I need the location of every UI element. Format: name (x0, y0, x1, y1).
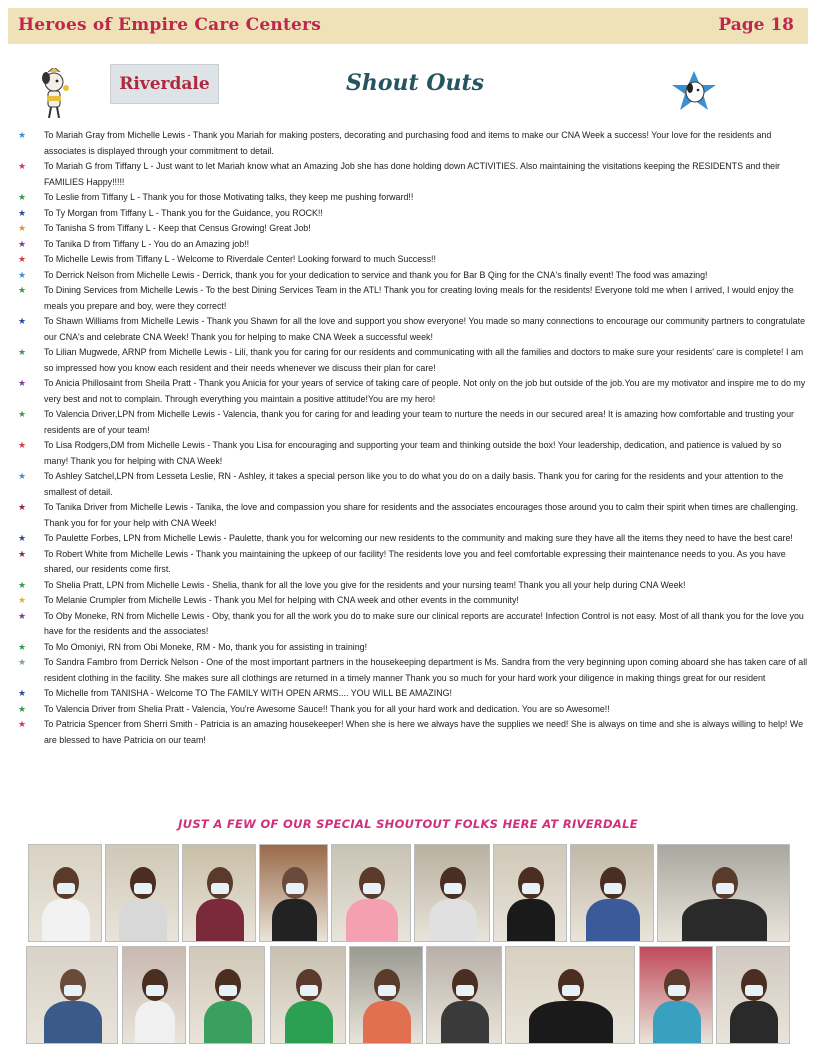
star-bullet-icon: ★ (18, 316, 27, 326)
shoutout-item (18, 438, 808, 469)
staff-photo (28, 844, 102, 942)
staff-photo (349, 946, 423, 1044)
star-bullet-icon: ★ (18, 719, 27, 729)
shoutout-text: To Michelle from TANISHA - Welcome TO The FAMILY WITH OPEN ARMS.... YOU WILL BE AMAZING! (44, 688, 453, 698)
shoutout-item (18, 252, 808, 268)
shoutout-text: To Mo Omoniyi, RN from Obi Moneke, RM - Mo, thank you for assisting in training! (44, 641, 368, 652)
shoutout-text: To Tanika D from Tiffany L - You do an Amazing job!! (44, 238, 250, 249)
page-number: Page 18 (718, 15, 794, 35)
shoutout-text: To Tanika Driver from Michelle Lewis - Tanika, the love and compassion you share for residents and the associates encourages those around you to calm their spirit when times are challenging. Thank you for for your help with CNA Week! (44, 502, 798, 528)
shoutout-item (18, 609, 808, 640)
shoutout-text: To Patricia Spencer from Sherri Smith - Patricia is an amazing housekeeper! When she is here we always have the supplies we need! She is always on time and she is always willing to help! We are blessed to have Patricia on our team! (44, 719, 804, 745)
staff-photo (639, 946, 713, 1044)
star-bullet-icon: ★ (18, 192, 27, 202)
star-bullet-icon: ★ (18, 688, 27, 698)
shoutout-text: To Derrick Nelson from Michelle Lewis - Derrick, thank you for your dedication to service and thank you for Bar B Qing for the CNA's finally event! The food was amazing! (44, 269, 708, 280)
shoutout-text: To Oby Moneke, RN from Michelle Lewis - Oby, thank you for all the work you do to make sure our clinical reports are accurate! Infection Control is not easy. Most of all thank you for the love you have for the residents and the associates! (44, 610, 804, 636)
shoutout-text: To Shawn Williams from Michelle Lewis - Thank you Shawn for all the love and support you show everyone! You made so many connections to encourage our community partners to congratulate our CNA's and celebrate CNA Week! Thank you for helping to make CNA Week a successful week! (44, 316, 806, 342)
shoutout-text: To Dining Services from Michelle Lewis - To the best Dining Services Team in the ATL! Thank you for creating loving meals for the residents! Everyone told me when I arrived, I would enjoy the meals you prepare and boy, were they correct! (44, 285, 794, 311)
section-title: Shout Outs (345, 70, 485, 96)
staff-photo (259, 844, 328, 942)
shoutout-text: To Anicia Phillosaint from Sheila Pratt - Thank you Anicia for your years of service of taking care of people. Not only on the job but outside of the job.You are my motivator and inspire me to do my very best and not to complain. Through everything you maintain a positive attitude!You are my hero! (44, 378, 806, 404)
star-bullet-icon: ★ (18, 533, 27, 543)
staff-photo (414, 844, 490, 942)
staff-photo (182, 844, 256, 942)
staff-photo (26, 946, 118, 1044)
shoutout-text: To Paulette Forbes, LPN from Michelle Lewis - Paulette, thank you for welcoming our new residents to the community and making sure they have all the items they need to have the best care! (44, 533, 793, 543)
shoutout-item (18, 469, 808, 500)
shoutout-text: To Valencia Driver,LPN from Michelle Lewis - Valencia, thank you for caring for and leading your team to nurture the needs in our secured area! It is amazing how comfortable and trusting your residents are of your team! (44, 409, 794, 435)
cartoon-character-icon (34, 68, 74, 120)
location-label: Riverdale (110, 64, 219, 104)
star-bullet-icon: ★ (18, 579, 27, 590)
star-bullet-icon: ★ (18, 130, 27, 140)
shoutout-text: To Lilian Mugwede, ARNP from Michelle Lewis - Lili, thank you for caring for our residents and communicating with all the families and doctors to make sure your residents' care is complete! I am so impressed how you know each resident and their needs whenever we discuss their plan for care! (44, 347, 804, 373)
shoutout-item (18, 531, 808, 547)
staff-photo (426, 946, 502, 1044)
shoutout-text: To Ty Morgan from Tiffany L - Thank you for the Guidance, you ROCK!! (44, 207, 323, 218)
shoutout-text: To Mariah G from Tiffany L - Just want to let Mariah know what an Amazing Job she has done holding down ACTIVITIES. Also maintaining the visitations keeping the RESIDENTS and their FAMILIES Happy!!!!! (44, 161, 781, 187)
photo-caption: JUST A FEW OF OUR SPECIAL SHOUTOUT FOLKS HERE AT RIVERDALE (178, 817, 638, 831)
shoutout-item (18, 268, 808, 284)
shoutout-text: To Leslie from Tiffany L - Thank you for those Motivating talks, they keep me pushing forward!! (44, 192, 414, 202)
star-bullet-icon: ★ (18, 471, 27, 481)
shoutout-item (18, 500, 808, 531)
shoutout-text: To Lisa Rodgers,DM from Michelle Lewis - Thank you Lisa for encouraging and supporting your team and thinking outside the box! Your leadership, dedication, and patience is valued by so many! Thank you for helping with CNA Week! (44, 440, 782, 466)
star-bullet-icon: ★ (18, 269, 27, 280)
staff-photo (189, 946, 265, 1044)
shoutout-text: To Melanie Crumpler from Michelle Lewis - Thank you Mel for helping with CNA week and other events in the community! (44, 595, 519, 605)
shoutout-list (18, 128, 808, 748)
shoutout-item (18, 190, 808, 206)
shoutout-text: To Shelia Pratt, LPN from Michelle Lewis - Shelia, thank for all the love you give for the residents and your nursing team! Thank you all your help during CNA Week! (44, 579, 686, 590)
shoutout-item (18, 655, 808, 686)
shoutout-item (18, 221, 808, 237)
shoutout-item (18, 283, 808, 314)
shoutout-item (18, 593, 808, 609)
staff-photo (505, 946, 635, 1044)
shoutout-text: To Robert White from Michelle Lewis - Thank you maintaining the upkeep of our facility! The residents love you and feel comfortable expressing their maintenance needs to you. As you have shared, our residents come first. (44, 548, 786, 574)
star-bullet-icon: ★ (18, 595, 27, 605)
star-bullet-icon: ★ (18, 238, 27, 249)
shoutout-item (18, 237, 808, 253)
star-bullet-icon: ★ (18, 161, 27, 171)
staff-photo (331, 844, 411, 942)
shoutout-item (18, 206, 808, 222)
star-bullet-icon: ★ (18, 285, 27, 295)
staff-photo (122, 946, 186, 1044)
shoutout-item (18, 159, 808, 190)
newsletter-title: Heroes of Empire Care Centers (18, 15, 321, 35)
star-bullet-icon: ★ (18, 641, 27, 652)
staff-photo (270, 946, 346, 1044)
shoutout-text: To Ashley Satchel,LPN from Lesseta Leslie, RN - Ashley, it takes a special person like you to do what you do on a daily basis. Thank you for caring for the residents and your attention to the smallest of detail. (44, 471, 784, 497)
staff-photo (716, 946, 790, 1044)
shoutout-text: To Tanisha S from Tiffany L - Keep that Census Growing! Great Job! (44, 223, 311, 233)
shoutout-text: To Valencia Driver from Shelia Pratt - Valencia, You're Awesome Sauce!! Thank you for all your hard work and dedication. You are so Awesome!! (44, 703, 610, 714)
star-bullet-icon: ★ (18, 657, 27, 667)
star-bullet-icon: ★ (18, 502, 27, 512)
star-bullet-icon: ★ (18, 703, 27, 714)
shoutout-text: To Michelle Lewis from Tiffany L - Welcome to Riverdale Center! Looking forward to much Success!! (44, 254, 436, 264)
shoutout-text: To Mariah Gray from Michelle Lewis - Thank you Mariah for making posters, decorating and purchasing food and items to make our CNA Week a success! Your love for the residents and associates is displayed through your commitment to detail. (44, 130, 772, 156)
star-bullet-icon: ★ (18, 254, 27, 264)
header-bar (8, 8, 808, 44)
staff-photo (570, 844, 654, 942)
shoutout-item (18, 314, 808, 345)
star-bullet-icon: ★ (18, 610, 27, 621)
star-bullet-icon: ★ (18, 223, 27, 233)
star-bullet-icon: ★ (18, 378, 27, 388)
staff-photo (105, 844, 179, 942)
staff-photo (493, 844, 567, 942)
shoutout-item (18, 640, 808, 656)
shoutout-item (18, 717, 808, 748)
star-bullet-icon: ★ (18, 409, 27, 419)
shoutout-text: To Sandra Fambro from Derrick Nelson - One of the most important partners in the housekeeping department is Ms. Sandra from the very beginning upon coming aboard she has taken care of all resident clothing in the facility. She makes sure all clothings are returned in a timely manner Thank you so much for your hard work your diligence in making things great for our resident (44, 657, 808, 683)
star-bullet-icon: ★ (18, 347, 27, 357)
snoopy-star-icon (668, 70, 720, 112)
shoutout-item (18, 128, 808, 159)
shoutout-item (18, 702, 808, 718)
shoutout-item (18, 376, 808, 407)
shoutout-item (18, 578, 808, 594)
shoutout-item (18, 686, 808, 702)
shoutout-item (18, 345, 808, 376)
star-bullet-icon: ★ (18, 548, 27, 559)
star-bullet-icon: ★ (18, 207, 27, 218)
shoutout-item (18, 407, 808, 438)
star-bullet-icon: ★ (18, 440, 27, 450)
staff-photo (657, 844, 790, 942)
shoutout-item (18, 547, 808, 578)
